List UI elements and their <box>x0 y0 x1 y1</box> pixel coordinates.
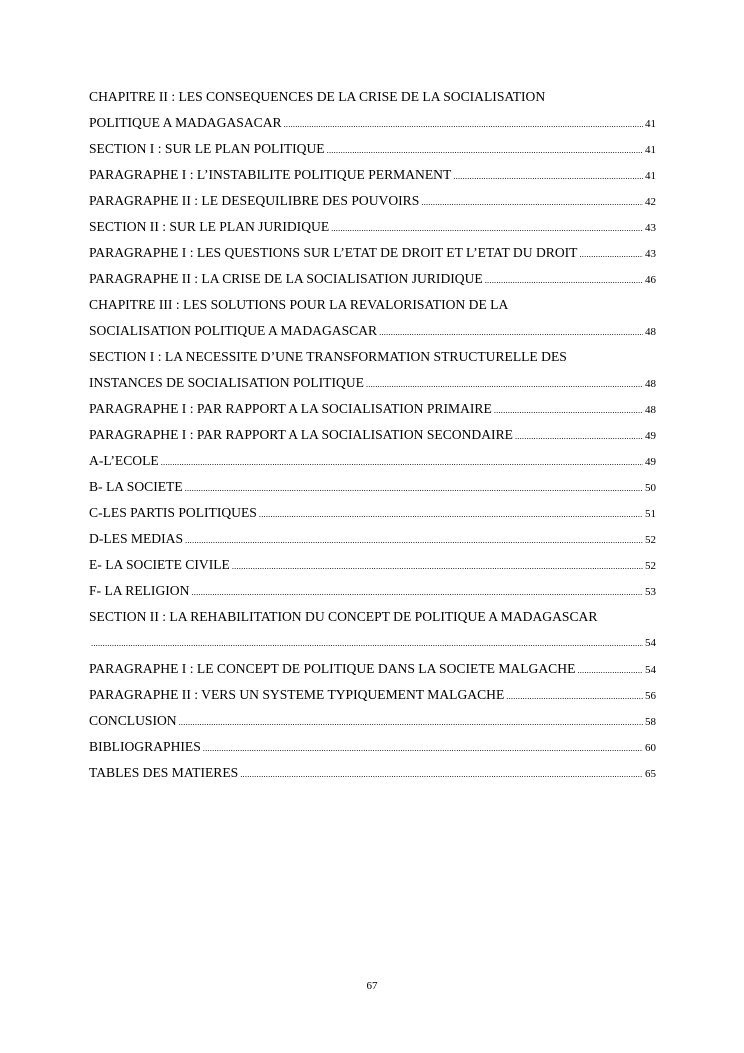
toc-entry-label: INSTANCES DE SOCIALISATION POLITIQUE <box>89 375 364 390</box>
dot-leader <box>91 633 643 653</box>
toc-entry <box>89 607 656 633</box>
toc-entry <box>89 373 656 399</box>
toc-entry <box>89 269 656 295</box>
toc-entry <box>89 347 656 373</box>
toc-entry <box>89 633 656 659</box>
toc-entry <box>89 87 656 113</box>
dot-leader <box>494 400 643 420</box>
toc-entry-label: PARAGRAPHE I : LES QUESTIONS SUR L’ETAT DE DROIT ET L’ETAT DU DROIT <box>89 245 578 260</box>
toc-entry-label: PARAGRAPHE II : LA CRISE DE LA SOCIALISATION JURIDIQUE <box>89 271 483 286</box>
toc-entry <box>89 581 656 607</box>
toc-entry-page: 56 <box>645 690 656 702</box>
dot-leader <box>203 738 643 758</box>
toc-entry-page: 54 <box>645 664 656 676</box>
toc-entry <box>89 451 656 477</box>
toc-entry-label: POLITIQUE A MADAGASACAR <box>89 115 282 130</box>
toc-entry-page: 49 <box>645 430 656 442</box>
toc-entry-label: D-LES MEDIAS <box>89 531 184 546</box>
toc-entry-label: PARAGRAPHE I : L’INSTABILITE POLITIQUE PERMANENT <box>89 167 452 182</box>
toc-entry-label: CHAPITRE II : LES CONSEQUENCES DE LA CRISE DE LA SOCIALISATION <box>89 89 546 104</box>
dot-leader <box>577 660 643 680</box>
toc-entry-label: A-L’ECOLE <box>89 453 159 468</box>
toc-entry-page: 58 <box>645 716 656 728</box>
toc-entry <box>89 399 656 425</box>
dot-leader <box>161 452 643 472</box>
toc-entry-label: B- LA SOCIETE <box>89 479 183 494</box>
toc-entry-label: CHAPITRE III : LES SOLUTIONS POUR LA REVALORISATION DE LA <box>89 297 509 312</box>
toc-entry-label: TABLES DES MATIERES <box>89 765 239 780</box>
dot-leader <box>421 192 643 212</box>
toc-entry-page: 48 <box>645 378 656 390</box>
dot-leader <box>485 270 643 290</box>
dot-leader <box>259 504 643 524</box>
dot-leader <box>515 426 643 446</box>
toc-entry-page: 41 <box>645 144 656 156</box>
toc-entry-label: CONCLUSION <box>89 713 177 728</box>
toc-entry-page: 52 <box>645 534 656 546</box>
toc-entry-label: SOCIALISATION POLITIQUE A MADAGASCAR <box>89 323 378 338</box>
dot-leader <box>379 322 643 342</box>
toc-entry-page: 41 <box>645 118 656 130</box>
toc-entry <box>89 763 656 789</box>
toc-entry <box>89 477 656 503</box>
toc-entry-page: 54 <box>645 637 656 649</box>
dot-leader <box>185 478 643 498</box>
dot-leader <box>284 114 643 134</box>
toc-entry-label: PARAGRAPHE I : PAR RAPPORT A LA SOCIALISATION PRIMAIRE <box>89 401 492 416</box>
toc-entry-page: 43 <box>645 222 656 234</box>
toc-entry-label: SECTION I : SUR LE PLAN POLITIQUE <box>89 141 325 156</box>
toc-entry-label: SECTION II : LA REHABILITATION DU CONCEPT DE POLITIQUE A MADAGASCAR <box>89 609 598 624</box>
toc-entry-label: F- LA RELIGION <box>89 583 190 598</box>
toc-entry-page: 41 <box>645 170 656 182</box>
toc-entry <box>89 711 656 737</box>
toc-entry <box>89 555 656 581</box>
toc-entry-page: 60 <box>645 742 656 754</box>
dot-leader <box>232 556 643 576</box>
toc-entry-label: SECTION I : LA NECESSITE D’UNE TRANSFORMATION STRUCTURELLE DES <box>89 349 567 364</box>
toc-entry-page: 65 <box>645 768 656 780</box>
toc-entry-page: 48 <box>645 326 656 338</box>
dot-leader <box>579 244 643 264</box>
toc-entry <box>89 243 656 269</box>
toc-entry <box>89 217 656 243</box>
toc-entry <box>89 191 656 217</box>
toc-entry-page: 46 <box>645 274 656 286</box>
dot-leader <box>366 374 643 394</box>
toc-entry-page: 51 <box>645 508 656 520</box>
toc-entry-page: 50 <box>645 482 656 494</box>
dot-leader <box>240 764 643 784</box>
toc-entry <box>89 425 656 451</box>
toc-entry <box>89 659 656 685</box>
toc-entry <box>89 165 656 191</box>
toc-entry <box>89 295 656 321</box>
table-of-contents <box>89 87 656 789</box>
toc-entry <box>89 321 656 347</box>
dot-leader <box>327 140 643 160</box>
toc-entry-label: PARAGRAPHE I : PAR RAPPORT A LA SOCIALISATION SECONDAIRE <box>89 427 513 442</box>
toc-entry-label: SECTION II : SUR LE PLAN JURIDIQUE <box>89 219 330 234</box>
toc-entry <box>89 113 656 139</box>
toc-entry <box>89 503 656 529</box>
toc-entry-label: PARAGRAPHE II : VERS UN SYSTEME TYPIQUEMENT MALGACHE <box>89 687 505 702</box>
toc-entry <box>89 139 656 165</box>
dot-leader <box>191 582 643 602</box>
toc-entry-label: BIBLIOGRAPHIES <box>89 739 201 754</box>
toc-entry <box>89 529 656 555</box>
page-number: 67 <box>366 980 378 992</box>
dot-leader <box>179 712 643 732</box>
toc-entry-page: 48 <box>645 404 656 416</box>
toc-entry-label: C-LES PARTIS POLITIQUES <box>89 505 257 520</box>
toc-entry-page: 43 <box>645 248 656 260</box>
toc-entry-page: 49 <box>645 456 656 468</box>
toc-entry <box>89 737 656 763</box>
toc-entry-label: E- LA SOCIETE CIVILE <box>89 557 230 572</box>
dot-leader <box>453 166 643 186</box>
dot-leader <box>185 530 643 550</box>
toc-entry-page: 53 <box>645 586 656 598</box>
toc-entry-label: PARAGRAPHE I : LE CONCEPT DE POLITIQUE DANS LA SOCIETE MALGACHE <box>89 661 576 676</box>
toc-entry-page: 52 <box>645 560 656 572</box>
toc-entry-page: 42 <box>645 196 656 208</box>
toc-entry <box>89 685 656 711</box>
dot-leader <box>506 686 643 706</box>
toc-entry-label: PARAGRAPHE II : LE DESEQUILIBRE DES POUVOIRS <box>89 193 420 208</box>
dot-leader <box>331 218 643 238</box>
